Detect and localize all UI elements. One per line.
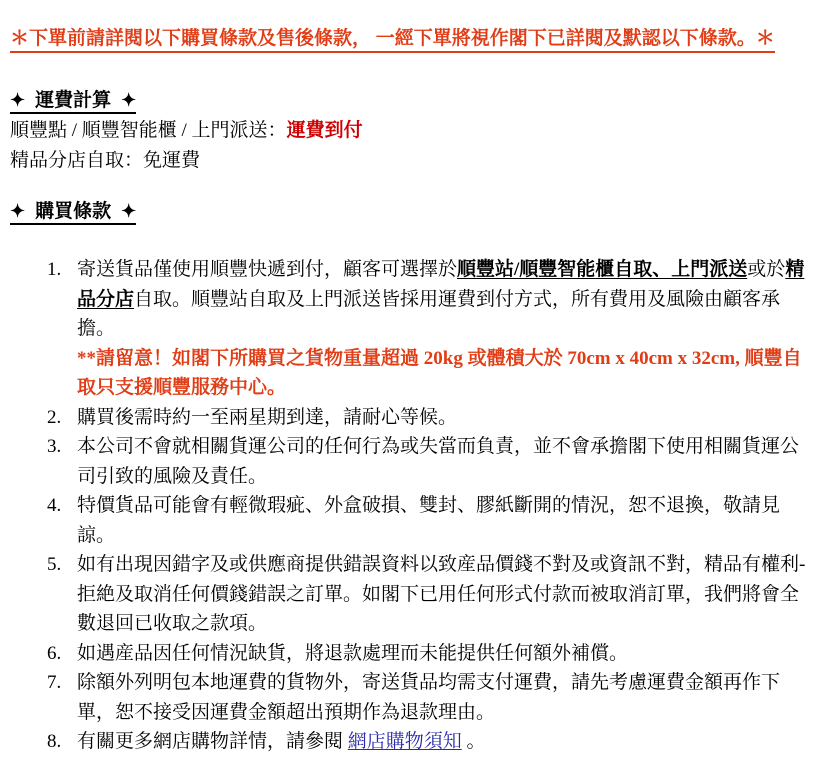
term-1-text: 自取。順豐站自取及上門派送皆採用運費到付方式，所有費用及風險由顧客承擔。 [77, 288, 781, 339]
term-item-6 [10, 639, 806, 669]
shipping-section-heading [10, 88, 806, 113]
terms-heading-text: 購買條款 [35, 201, 112, 222]
term-number: 4. [47, 495, 62, 516]
term-item-5 [10, 550, 806, 639]
shipping-heading-text: 運費計算 [35, 90, 112, 111]
notice-text: ＊下單前請詳閱以下購買條款及售後條款， 一經下單將視作閣下已詳閱及默認以下條款。＊ [10, 28, 775, 53]
terms-list [10, 255, 806, 757]
term-text: 購買後需時約一至兩星期到達，請耐心等候。 [77, 406, 458, 428]
weight-limit-warning: **請留意！如閣下所購買之貨物重量超過 20kg 或體積大於 70cm x 40cm x 32cm, 順豐自取只支援順豐服務中心。 [77, 347, 802, 398]
term-8-text: 有關更多網店購物詳情，請參閱 [77, 731, 348, 752]
store-pickup-line: 精品分店自取：免運費 [10, 150, 201, 171]
diamond-icon: ✦ [10, 90, 26, 110]
term-item-7 [10, 668, 806, 727]
term-number: 7. [47, 672, 62, 693]
term-number: 6. [47, 642, 62, 664]
freight-collect-highlight: 運費到付 [286, 120, 363, 141]
term-item-8 [10, 727, 806, 757]
diamond-icon: ✦ [121, 201, 137, 221]
notice-banner [10, 27, 806, 51]
term-item-1 [10, 255, 806, 403]
store-pickup-emphasis: 精品分店 [77, 259, 805, 310]
pickup-options-emphasis: 順豐站/順豐智能櫃自取、上門派送 [457, 259, 748, 280]
term-number: 8. [47, 731, 62, 752]
shopping-guide-link[interactable]: 網店購物須知 [347, 731, 462, 752]
diamond-icon: ✦ [121, 90, 137, 110]
terms-section-heading [10, 199, 806, 224]
term-number: 1. [47, 259, 62, 280]
term-number: 5. [47, 554, 62, 575]
diamond-icon: ✦ [10, 201, 26, 221]
shipping-methods-line [10, 116, 806, 146]
term-item-4 [10, 491, 806, 550]
term-1-text: 或於 [747, 259, 786, 280]
term-text: 除額外列明包本地運費的貨物外，寄送貨品均需支付運費，請先考慮運費金額再作下單，恕不接受因運費金額超出預期作為退款理由。 [77, 672, 781, 723]
term-text: 如遇産品因任何情況缺貨，將退款處理而未能提供任何額外補償。 [77, 642, 629, 664]
term-item-2 [10, 403, 806, 433]
term-item-3 [10, 432, 806, 491]
term-text: 本公司不會就相關貨運公司的任何行為或失當而負責，並不會承擔閣下使用相關貨運公司引致的風險及責任。 [77, 436, 800, 487]
term-text: 特價貨品可能會有輕微瑕疵、外盒破損、雙封、膠紙斷開的情況，恕不退換，敬請見諒。 [77, 495, 781, 546]
term-text [77, 727, 806, 757]
shipping-methods-prefix: 順豐點 / 順豐智能櫃 / 上門派送： [10, 120, 287, 141]
term-number: 3. [47, 436, 62, 457]
term-text: 如有出現因錯字及或供應商提供錯誤資料以致産品價錢不對及或資訊不對，精品有權利-拒絶及取消任何價錢錯誤之訂單。如閣下已用任何形式付款而被取消訂單，我們將會全數退回已收取之款項。 [77, 554, 806, 634]
term-8-text: 。 [461, 731, 486, 752]
term-number: 2. [47, 406, 62, 428]
term-1-text: 寄送貨品僅使用順豐快遞到付，顧客可選擇於 [77, 259, 458, 280]
term-text [77, 255, 806, 403]
